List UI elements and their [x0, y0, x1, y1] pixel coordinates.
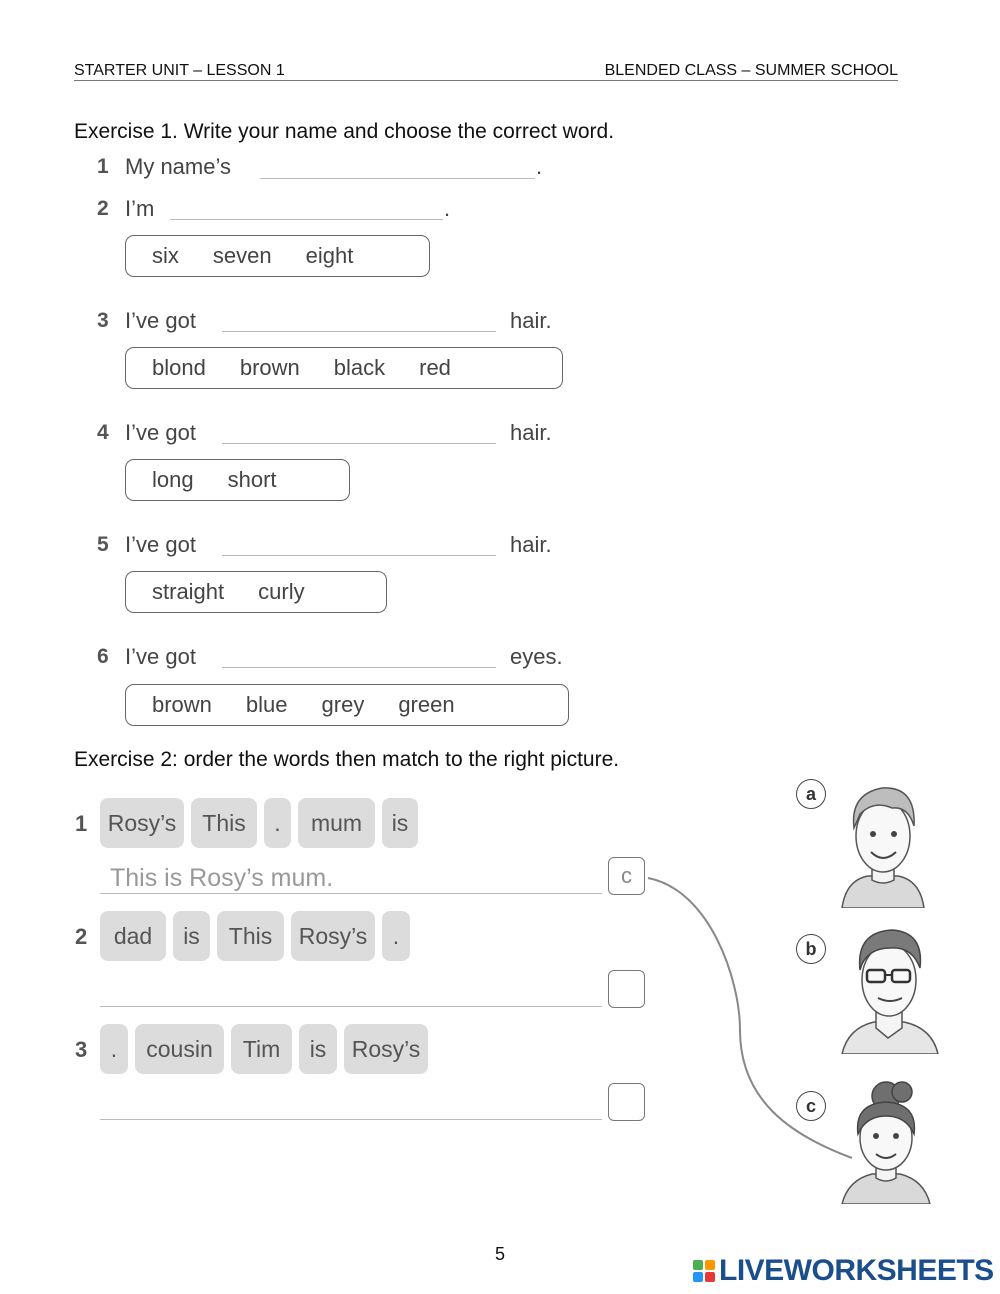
ex1-item-3-prefix: I’ve got: [125, 308, 196, 333]
ex1-item-3-options: [125, 347, 563, 389]
ex1-item-4-suffix: hair.: [510, 420, 552, 445]
ex1-item-5-blank[interactable]: [222, 555, 496, 556]
ex1-item-1-prefix: My name’s: [125, 154, 231, 179]
ex1-item-5-prefix: I’ve got: [125, 532, 196, 557]
option-word[interactable]: black: [333, 355, 386, 380]
picture-label-b: b: [796, 934, 826, 964]
word-tile[interactable]: This: [217, 911, 284, 961]
word-tile[interactable]: Rosy’s: [100, 798, 184, 848]
ex2-item-2-number: 2: [75, 924, 88, 949]
ex2-item-2-answer-line[interactable]: [100, 1006, 602, 1007]
man-with-glasses-icon[interactable]: [840, 924, 940, 1054]
page-header: [74, 60, 898, 81]
word-tile[interactable]: is: [299, 1024, 337, 1074]
option-word[interactable]: grey: [321, 692, 365, 717]
word-tile[interactable]: .: [382, 911, 410, 961]
exercise-2-title: Exercise 2: order the words then match to the right picture.: [74, 748, 620, 771]
ex1-item-1-number: 1: [97, 155, 109, 178]
ex1-item-6-number: 6: [97, 645, 109, 668]
liveworksheets-logo[interactable]: [693, 1254, 994, 1288]
ex1-item-6-prefix: I’ve got: [125, 644, 196, 669]
ex1-item-5-suffix: hair.: [510, 532, 552, 557]
ex2-item-3-answer-line[interactable]: [100, 1119, 602, 1120]
word-tile[interactable]: mum: [298, 798, 375, 848]
ex1-item-2-number: 2: [97, 197, 109, 220]
ex1-item-6-suffix: eyes.: [510, 644, 563, 669]
word-tile[interactable]: is: [382, 798, 418, 848]
ex1-item-2-prefix: I’m: [125, 196, 155, 221]
ex1-item-1-suffix: .: [536, 154, 543, 179]
option-word[interactable]: brown: [239, 355, 300, 380]
ex1-item-3-number: 3: [97, 309, 109, 332]
ex2-item-1-match-box[interactable]: c: [608, 857, 645, 895]
ex1-item-2-options: [125, 235, 430, 277]
option-word[interactable]: curly: [258, 579, 305, 604]
exercise-1-title: Exercise 1. Write your name and choose the correct word.: [74, 120, 615, 143]
option-word[interactable]: eight: [305, 243, 354, 268]
example-answer: This is Rosy’s mum.: [110, 864, 334, 892]
option-word[interactable]: six: [152, 243, 179, 268]
ex1-item-5-number: 5: [97, 533, 109, 556]
match-connector-line: [640, 860, 870, 1170]
ex1-item-4-prefix: I’ve got: [125, 420, 196, 445]
option-word[interactable]: red: [419, 355, 451, 380]
ex1-item-6-blank[interactable]: [222, 667, 496, 668]
ex1-item-1-blank[interactable]: [260, 178, 535, 179]
ex1-item-5-options: [125, 571, 387, 613]
option-word[interactable]: seven: [212, 243, 272, 268]
ex2-item-1-answer-line[interactable]: [100, 893, 602, 894]
word-tile[interactable]: Rosy’s: [344, 1024, 428, 1074]
ex1-item-6-options: [125, 684, 569, 726]
ex1-item-4-options: [125, 459, 350, 501]
smiling-man-icon[interactable]: [838, 780, 928, 908]
header-right: BLENDED CLASS – SUMMER SCHOOL: [604, 62, 898, 79]
word-tile[interactable]: is: [173, 911, 210, 961]
option-word[interactable]: long: [152, 467, 194, 492]
ex1-item-4-blank[interactable]: [222, 443, 496, 444]
option-word[interactable]: brown: [152, 692, 212, 717]
ex1-item-4-number: 4: [97, 421, 109, 444]
word-tile[interactable]: This: [191, 798, 257, 848]
ex1-item-2-suffix: .: [444, 196, 451, 221]
logo-text: LIVEWORKSHEETS: [719, 1254, 994, 1287]
option-word[interactable]: short: [227, 467, 277, 492]
ex2-item-3-number: 3: [75, 1037, 88, 1062]
option-word[interactable]: blue: [245, 692, 288, 717]
ex1-item-3-blank[interactable]: [222, 331, 496, 332]
word-tile[interactable]: Tim: [231, 1024, 292, 1074]
option-word[interactable]: green: [398, 692, 455, 717]
woman-curly-hair-icon[interactable]: [840, 1074, 932, 1204]
word-tile[interactable]: .: [264, 798, 291, 848]
page-number: 5: [494, 1244, 505, 1264]
picture-label-c: c: [796, 1091, 826, 1121]
ex1-item-3-suffix: hair.: [510, 308, 552, 333]
ex1-item-2-blank[interactable]: [170, 219, 443, 220]
word-tile[interactable]: .: [100, 1024, 128, 1074]
option-word[interactable]: straight: [152, 579, 225, 604]
option-word[interactable]: blond: [152, 355, 206, 380]
header-left: STARTER UNIT – LESSON 1: [74, 62, 285, 79]
word-tile[interactable]: Rosy’s: [291, 911, 375, 961]
word-tile[interactable]: cousin: [135, 1024, 224, 1074]
logo-mark-icon: [693, 1260, 715, 1282]
ex2-item-1-number: 1: [75, 811, 88, 836]
picture-label-a: a: [796, 779, 826, 809]
word-tile[interactable]: dad: [100, 911, 166, 961]
